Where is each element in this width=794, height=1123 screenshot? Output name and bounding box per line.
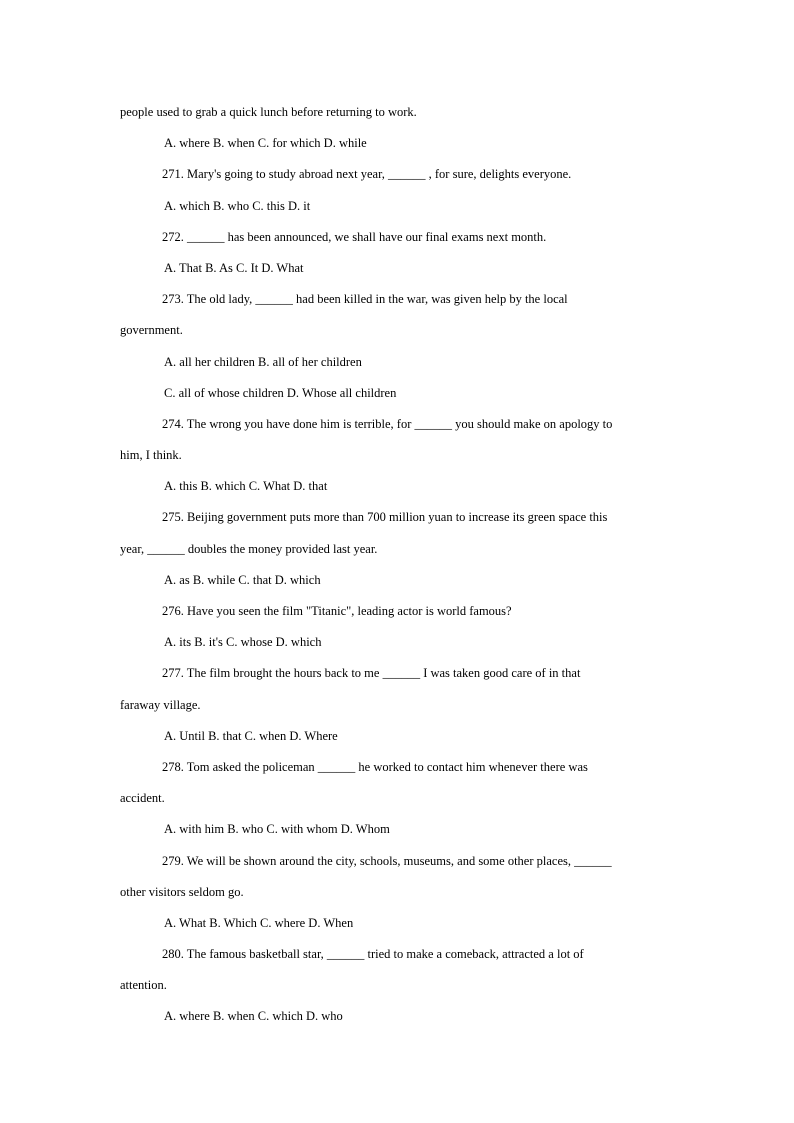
question-274: 274. The wrong you have done him is terrible, for ______ you should make on apology to [162,416,613,431]
question-continuation: people used to grab a quick lunch before returning to work. [120,105,417,119]
question-272: 272. ______ has been announced, we shall have our final exams next month. [162,229,547,244]
answer-options: A. Until B. that C. when D. Where [164,728,338,743]
question-278: 278. Tom asked the policeman ______ he worked to contact him whenever there was [162,759,588,774]
answer-options: C. all of whose children D. Whose all children [164,385,397,400]
question-271: 271. Mary's going to study abroad next year, ______ , for sure, delights everyone. [162,167,572,182]
answer-options: A. this B. which C. What D. that [164,479,328,494]
answer-options: A. with him B. who C. with whom D. Whom [164,822,390,837]
answer-options: A. as B. while C. that D. which [164,572,321,587]
answer-options: A. all her children B. all of her children [164,354,362,369]
answer-options: A. What B. Which C. where D. When [164,915,354,930]
question-279-continuation: other visitors seldom go. [120,884,244,899]
question-277: 277. The film brought the hours back to me ______ I was taken good care of in that [162,666,581,681]
question-276: 276. Have you seen the film "Titanic", leading actor is world famous? [162,604,512,618]
question-275: 275. Beijing government puts more than 700 million yuan to increase its green space this [162,510,608,525]
question-279: 279. We will be shown around the city, schools, museums, and some other places, ______ [162,853,612,868]
question-277-continuation: faraway village. [120,697,201,712]
answer-options: A. That B. As C. It D. What [164,260,304,275]
answer-options: A. its B. it's C. whose D. which [164,635,322,650]
question-274-continuation: him, I think. [120,448,182,463]
answer-options: A. which B. who C. this D. it [164,198,311,213]
document-body [120,97,674,1033]
question-280-continuation: attention. [120,978,167,993]
answer-options: A. where B. when C. which D. who [164,1009,343,1024]
question-280: 280. The famous basketball star, ______ tried to make a comeback, attracted a lot of [162,947,584,962]
question-278-continuation: accident. [120,791,165,806]
question-273-continuation: government. [120,323,183,338]
question-273: 273. The old lady, ______ had been killed in the war, was given help by the local [162,292,568,307]
question-275-continuation: year, ______ doubles the money provided last year. [120,541,378,556]
answer-options: A. where B. when C. for which D. while [164,136,367,151]
